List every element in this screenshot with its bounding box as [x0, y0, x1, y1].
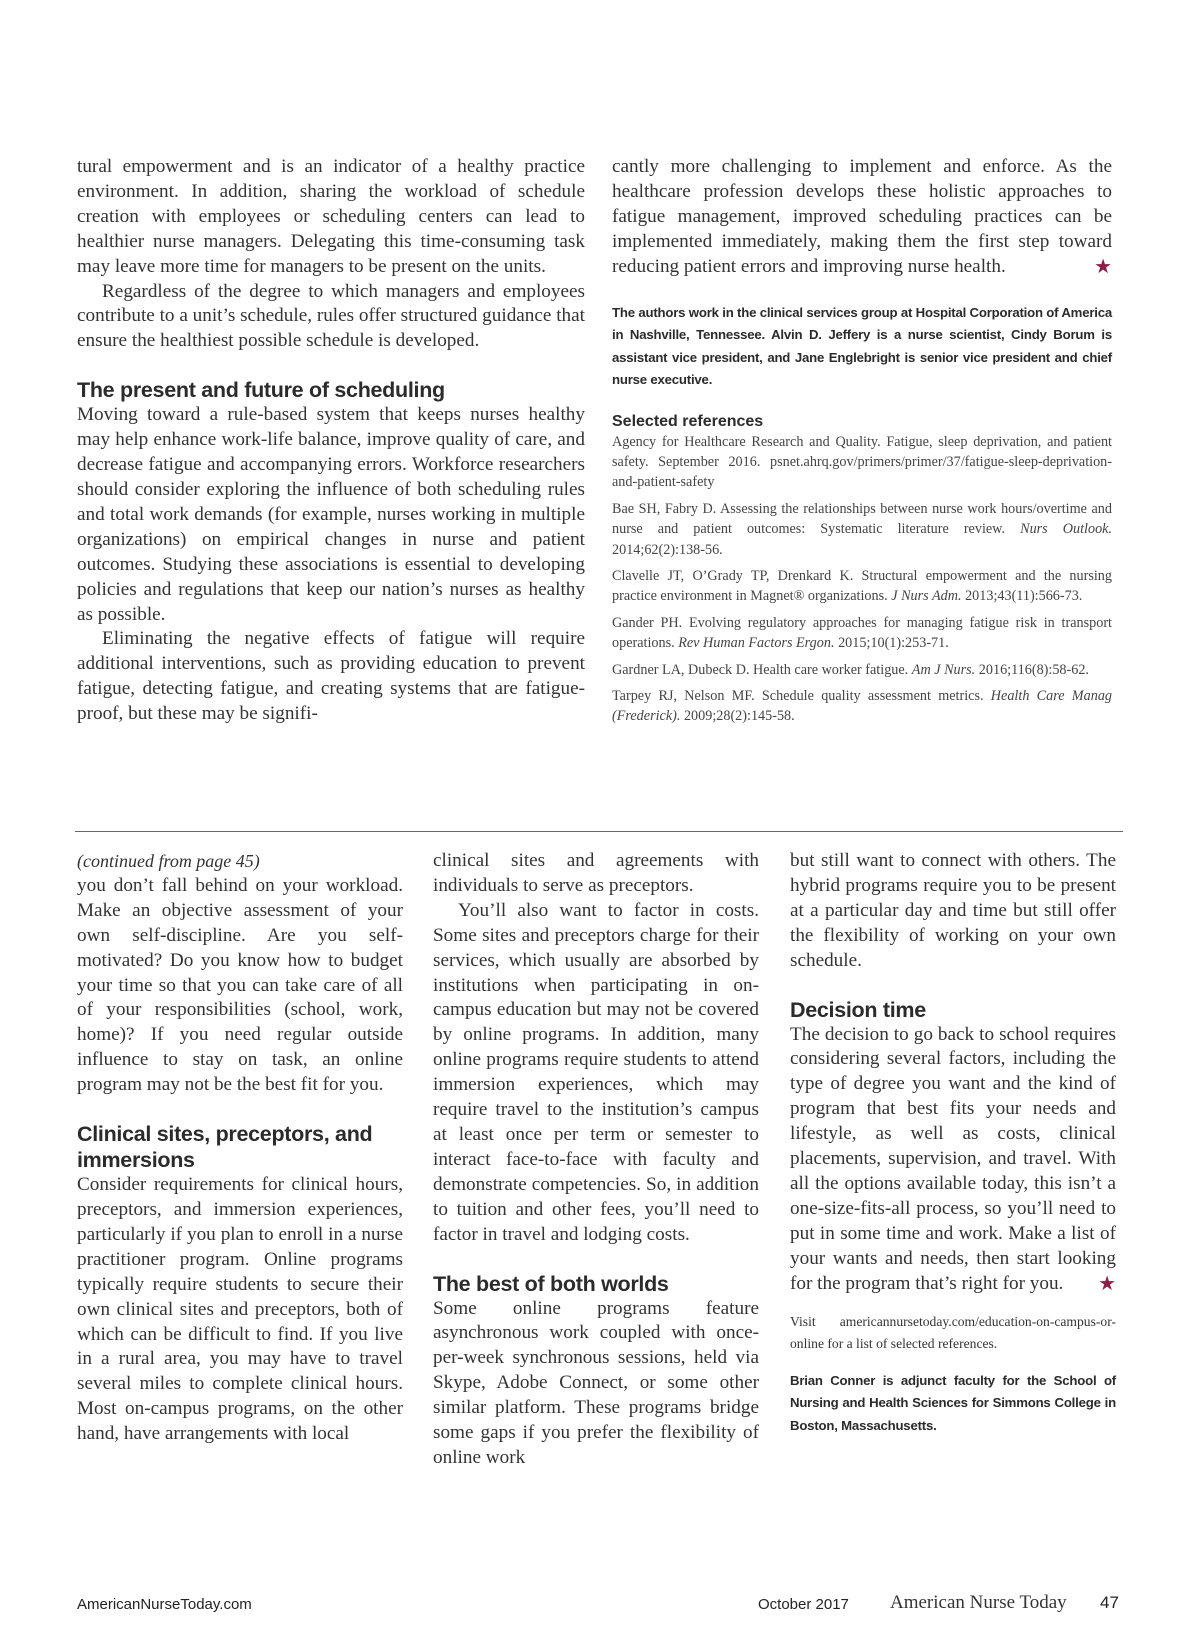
reference-item — [612, 660, 1112, 680]
paragraph-text: cantly more challenging to implement and enforce. As the healthcare profession develops these holistic approaches to fatigue management, improved scheduling practices can be implemented immediately, making them the first step toward reducing patient errors and improving nurse health. — [612, 156, 1112, 277]
references-note: Visit americannursetoday.com/education-on-campus-or-online for a list of selected references. — [790, 1313, 1116, 1351]
paragraph: You’ll also want to factor in costs. Some sites and preceptors charge for their services, which usually are absorbed by institutions when participating in on-campus education but may not be covered by online programs. In addition, many online programs require students to attend immersion experiences, which may require travel to the institution’s campus at least once per term or semester to interact face-to-face with faculty and demonstrate competencies. So, in addition to tuition and other fees, you’ll need to factor in travel and lodging costs. — [433, 899, 759, 1245]
reference-citation: 2015;10(1):253-71. — [834, 635, 949, 652]
paragraph: Consider requirements for clinical hours, preceptors, and immersion experiences, particularly if you plan to enroll in a nurse practitioner program. Online programs typically require students to secure their own clinical sites and preceptors, both of which can be difficult to find. If you live in a rural area, you may have to travel several miles to complete clinical hours. Most on-campus programs, on the other hand, have arrangements with local — [77, 1174, 403, 1445]
paragraph: clinical sites and agreements with individuals to serve as preceptors. — [433, 850, 759, 896]
bottom-column-3 — [790, 849, 1116, 1437]
footer-magazine: American Nurse Today — [890, 1592, 1067, 1613]
reference-journal: Rev Human Factors Ergon. — [678, 635, 835, 652]
reference-citation: 2016;116(8):58-62. — [975, 661, 1089, 678]
bottom-column-1 — [77, 849, 403, 1447]
paragraph: Regardless of the degree to which managers and employees contribute to a unit’s schedule, rules offer structured guidance that ensure the healthiest possible schedule is developed. — [77, 280, 585, 352]
top-left-column — [77, 155, 585, 727]
references-title: Selected references — [612, 412, 764, 430]
reference-item — [612, 499, 1112, 560]
paragraph: Moving toward a rule-based system that keeps nurses healthy may help enhance work-life balance, improve quality of care, and decrease fatigue and accompanying errors. Workforce researchers should consider exploring the influence of both scheduling rules and total work demands (for example, nurses working in multiple organizations) on empirical changes in nurse and patient outcomes. Studying these associations is essential to developing policies and regulations that keep our nation’s nurses as healthy as possible. — [77, 404, 585, 625]
continued-note: (continued from page 45) — [77, 851, 260, 871]
reference-text: Tarpey RJ, Nelson MF. Schedule quality assessment metrics. — [612, 688, 991, 704]
footer-page-number: 47 — [1100, 1593, 1119, 1612]
reference-journal: J Nurs Adm. — [891, 588, 962, 605]
paragraph — [790, 1023, 1116, 1297]
paragraph: Eliminating the negative effects of fatigue will require additional interventions, such as providing education to prevent fatigue, detecting fatigue, and creating systems that are fatigue-proof, but these may be signifi- — [77, 628, 585, 725]
paragraph: Some online programs feature asynchronous work coupled with once-per-week synchronous sessions, held via Skype, Adobe Connect, or some other similar platform. These programs bridge some gaps if you prefer the flexibility of online work — [433, 1297, 759, 1468]
reference-item — [612, 613, 1112, 654]
reference-text: Bae SH, Fabry D. Assessing the relationships between nurse work hours/overtime and nurse and patient outcomes: Systematic literature review. — [612, 500, 1112, 538]
divider — [75, 831, 1123, 832]
reference-item — [612, 566, 1112, 607]
reference-citation: 2013;43(11):566-73. — [961, 588, 1083, 605]
end-mark-star-icon: ★ — [1094, 255, 1112, 278]
reference-citation: 2014;62(2):138-56. — [612, 541, 723, 558]
section-heading: The best of both worlds — [433, 1271, 669, 1296]
section-heading: Clinical sites, preceptors, and immersions — [77, 1122, 373, 1173]
footer-date: October 2017 — [758, 1596, 849, 1613]
reference-citation: 2009;28(2):145-58. — [680, 708, 795, 725]
paragraph-text: The decision to go back to school requires considering several factors, including the type of degree you want and the kind of program that best fits your needs and lifestyle, as well as costs, clinical placements, supervision, and travel. With all the options available today, this isn’t a one-size-fits-all process, so you’ll need to put in some time and work. Make a list of your wants and needs, then start looking for the program that’s right for you. — [790, 1023, 1116, 1294]
paragraph — [612, 155, 1112, 280]
paragraph: but still want to connect with others. The hybrid programs require you to be present at a particular day and time but still offer the flexibility of working on your own schedule. — [790, 850, 1116, 971]
section-heading: Decision time — [790, 997, 926, 1022]
reference-text: Agency for Healthcare Research and Quality. Fatigue, sleep deprivation, and patient safety. September 2016. psnet.ahrq.gov/primers/primer/37/fatigue-sleep-deprivation-and-patient-safety — [612, 433, 1112, 491]
paragraph: tural empowerment and is an indicator of a healthy practice environment. In addition, sharing the workload of schedule creation with employees or scheduling centers can lead to healthier nurse managers. Delegating this time-consuming task may leave more time for managers to be present on the units. — [77, 156, 585, 277]
reference-journal: Health Care Manag (Frederick). — [612, 688, 1113, 725]
reference-journal: Nurs Outlook. — [1020, 521, 1113, 538]
top-right-column — [612, 155, 1112, 733]
author-bio: The authors work in the clinical services group at Hospital Corporation of America in Nashville, Tennessee. Alvin D. Jeffery is a nurse scientist, Cindy Borum is assistant vice president, and Jane Englebright is senior vice president and chief nurse executive. — [612, 304, 1112, 388]
reference-journal: Am J Nurs. — [911, 661, 976, 678]
references-list — [612, 432, 1112, 727]
reference-text: Gander PH. Evolving regulatory approaches for managing fatigue risk in transport operations. — [612, 614, 1112, 652]
reference-item — [612, 432, 1112, 493]
footer-site: AmericanNurseToday.com — [77, 1596, 252, 1613]
section-heading: The present and future of scheduling — [77, 378, 445, 403]
paragraph: you don’t fall behind on your workload. Make an objective assessment of your own self-discipline. Are you self-motivated? Do you know how to budget your time so that you can take care of all of your responsibilities (school, work, home)? If you need regular outside influence to stay on task, an online program may not be the best fit for you. — [77, 874, 403, 1096]
end-mark-star-icon: ★ — [1098, 1272, 1116, 1295]
author-bio: Brian Conner is adjunct faculty for the School of Nursing and Health Sciences for Simmons College in Boston, Massachusetts. — [790, 1372, 1116, 1433]
reference-text: Clavelle JT, O’Grady TP, Drenkard K. Structural empowerment and the nursing practice environment in Magnet® organizations. — [612, 567, 1112, 605]
bottom-column-2 — [433, 849, 759, 1471]
reference-item — [612, 686, 1112, 727]
reference-text: Gardner LA, Dubeck D. Health care worker fatigue. — [612, 661, 912, 678]
